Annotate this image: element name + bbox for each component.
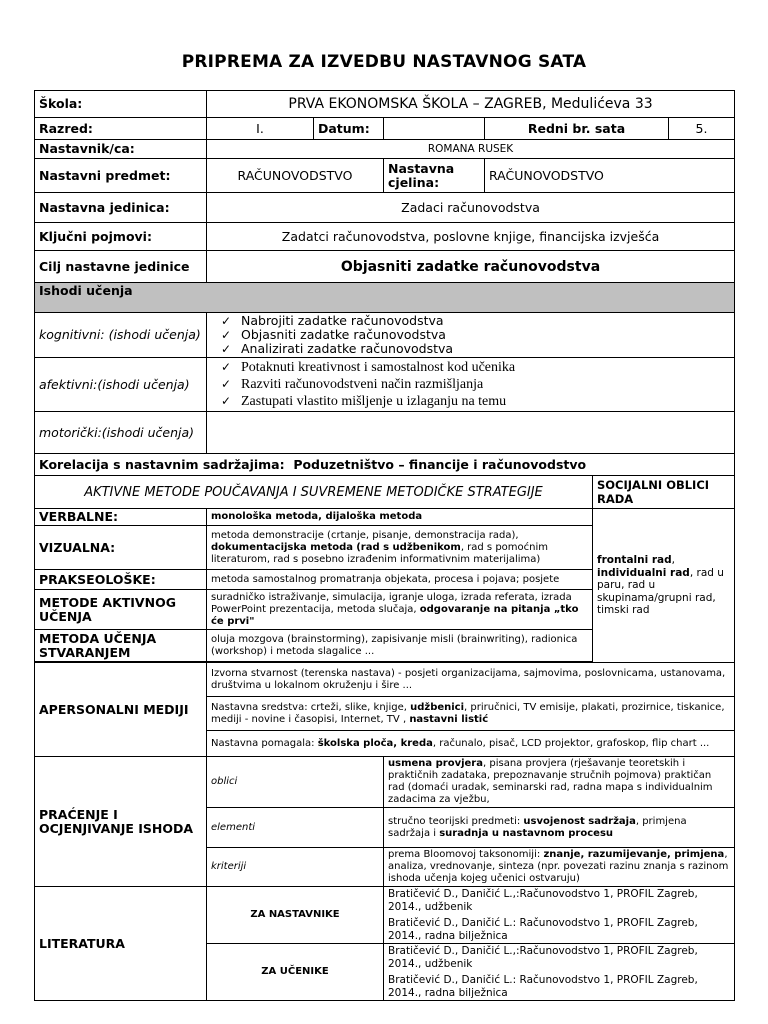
literatura-label: LITERATURA (35, 887, 207, 1001)
list-item: ✓ Razviti računovodstveni način razmišljanja (241, 376, 730, 393)
aktivnog-label: METODE AKTIVNOG UČENJA (35, 590, 207, 630)
list-item: Bratičević D., Daničić L.: Računovodstvo 1, PROFIL Zagreb, 2014., radna bilježnica (388, 974, 698, 999)
list-item: Bratičević D., Daničić L.,:Računovodstvo 1, PROFIL Zagreb, 2014., udžbenik (388, 888, 698, 913)
kognitivni-label: kognitivni: (ishodi učenja) (35, 313, 207, 358)
afektivni-list (211, 359, 730, 410)
skola-value: PRVA EKONOMSKA ŠKOLA – ZAGREB, Medulićeva 33 (207, 91, 735, 118)
list-item: ✓ Nabrojiti zadatke računovodstva (241, 314, 730, 328)
list-item: ✓ Potaknuti kreativnost i samostalnost kod učenika (241, 359, 730, 376)
prakseoloske-label: PRAKSEOLOŠKE: (35, 570, 207, 590)
list-item: ✓ Analizirati zadatke računovodstva (241, 342, 730, 356)
jedinica-value: Zadaci računovodstva (207, 193, 735, 223)
elementi-value: stručno teorijski predmeti: usvojenost sadržaja, primjena sadržaja i suradnja u nastavnom procesu (384, 808, 735, 848)
redni-label: Redni br. sata (485, 118, 669, 140)
list-item: Bratičević D., Daničić L.: Računovodstvo 1, PROFIL Zagreb, 2014., radna bilježnica (388, 917, 698, 942)
literatura-nastavnike-value (384, 887, 735, 944)
razred-value: I. (207, 118, 314, 140)
pojmovi-value: Zadatci računovodstva, poslovne knjige, financijska izvješća (207, 223, 735, 251)
page-title: PRIPREMA ZA IZVEDBU NASTAVNOG SATA (181, 52, 587, 72)
mediji-pomagala: Nastavna pomagala: školska ploča, kreda, računalo, pisač, LCD projektor, grafoskop, flip chart ... (207, 731, 735, 757)
list-item: ✓ Zastupati vlastito mišljenje u izlaganju na temu (241, 393, 730, 410)
ishodi-header: Ishodi učenja (35, 283, 735, 313)
mediji-label: APERSONALNI MEDIJI (35, 663, 207, 757)
predmet-value: RAČUNOVODSTVO (207, 159, 384, 193)
kognitivni-list (211, 314, 730, 356)
datum-value (384, 118, 485, 140)
stvaranjem-label: METODA UČENJA STVARANJEM (35, 630, 207, 662)
nastavnik-label: Nastavnik/ca: (35, 140, 207, 159)
jedinica-label: Nastavna jedinica: (35, 193, 207, 223)
razred-label: Razred: (35, 118, 207, 140)
verbalne-value: monološka metoda, dijaloška metoda (207, 509, 593, 526)
metode-header: AKTIVNE METODE POUČAVANJA I SUVREMENE METODIČKE STRATEGIJE (35, 476, 593, 509)
cilj-label: Cilj nastavne jedinice (35, 251, 207, 283)
cjelina-label: Nastavna cjelina: (384, 159, 485, 193)
pojmovi-label: Ključni pojmovi: (35, 223, 207, 251)
cjelina-value: RAČUNOVODSTVO (485, 159, 735, 193)
korelacija-label: Korelacija s nastavnim sadržajima: (39, 456, 285, 472)
list-item: ✓ Objasniti zadatke računovodstva (241, 328, 730, 342)
socijalni-header: SOCIJALNI OBLICI RADA (593, 476, 735, 509)
oblici-label: oblici (207, 757, 384, 808)
kriteriji-value: prema Bloomovoj taksonomiji: znanje, razumijevanje, primjena, analiza, vrednovanje, sinteza (npr. povezati razinu znanja s razinom ishoda učenja kojeg učenici ostvaruju) (384, 848, 735, 887)
mediji-izvorna: Izvorna stvarnost (terenska nastava) - posjeti organizacijama, sajmovima, poslovnicama, ustanovama, društvima u lokalnom okruženju i šire ... (207, 663, 735, 697)
vizualna-value: metoda demonstracije (crtanje, pisanje, demonstracija rada), dokumentacijska metoda (rad s udžbenikom, rad s pomoćnim literaturom, rad s posebno izrađenim informativnim materijalima) (207, 526, 593, 570)
skola-label: Škola: (35, 91, 207, 118)
pracenje-label: PRAĆENJE I OCJENJIVANJE ISHODA (35, 757, 207, 887)
nastavnik-value: ROMANA RUSEK (207, 140, 735, 159)
afektivni-label: afektivni:(ishodi učenja) (35, 358, 207, 412)
mediji-sredstva: Nastavna sredstva: crteži, slike, knjige, udžbenici, priručnici, TV emisije, plakati, prozirnice, tiskanice, mediji - novine i časopisi, Internet, TV , nastavni listić (207, 697, 735, 731)
verbalne-label: VERBALNE: (35, 509, 207, 526)
oblici-value: usmena provjera, pisana provjera (rješavanje teoretskih i praktičnih zadataka, prepoznavanje stručnih pojmova) praktičan rad (domaći uradak, seminarski rad, radna mapa s individualnim zadacima za vježbu, (384, 757, 735, 808)
literatura-nastavnike-label: ZA NASTAVNIKE (207, 887, 384, 944)
predmet-label: Nastavni predmet: (35, 159, 207, 193)
literatura-ucenike-value (384, 944, 735, 1001)
stvaranjem-value: oluja mozgova (brainstorming), zapisivanje misli (brainwriting), radionica (workshop) i metoda slagalice ... (207, 630, 593, 662)
prakseoloske-value: metoda samostalnog promatranja objekata, procesa i pojava; posjete (207, 570, 593, 590)
list-item: Bratičević D., Daničić L.,:Računovodstvo 1, PROFIL Zagreb, 2014., udžbenik (388, 945, 698, 970)
motoricki-label: motorički:(ishodi učenja) (35, 412, 207, 454)
literatura-ucenike-label: ZA UČENIKE (207, 944, 384, 1001)
redni-value: 5. (669, 118, 735, 140)
kriteriji-label: kriteriji (207, 848, 384, 887)
cilj-value: Objasniti zadatke računovodstva (207, 251, 735, 283)
motoricki-value (207, 412, 735, 454)
socijalni-value: frontalni rad, individualni rad, rad u paru, rad u skupinama/grupni rad, timski rad (593, 509, 735, 663)
aktivnog-value: suradničko istraživanje, simulacija, igranje uloga, izrada referata, izrada PowerPoint prezentacija, metoda slučaja, odgovaranje na pitanja „tko će prvi" (207, 590, 593, 630)
korelacija-value: Poduzetništvo – financije i računovodstvo (293, 456, 587, 472)
korelacija-row (35, 454, 735, 476)
elementi-label: elementi (207, 808, 384, 848)
lesson-plan-table (34, 90, 735, 1001)
vizualna-label: VIZUALNA: (35, 526, 207, 570)
datum-label: Datum: (314, 118, 384, 140)
